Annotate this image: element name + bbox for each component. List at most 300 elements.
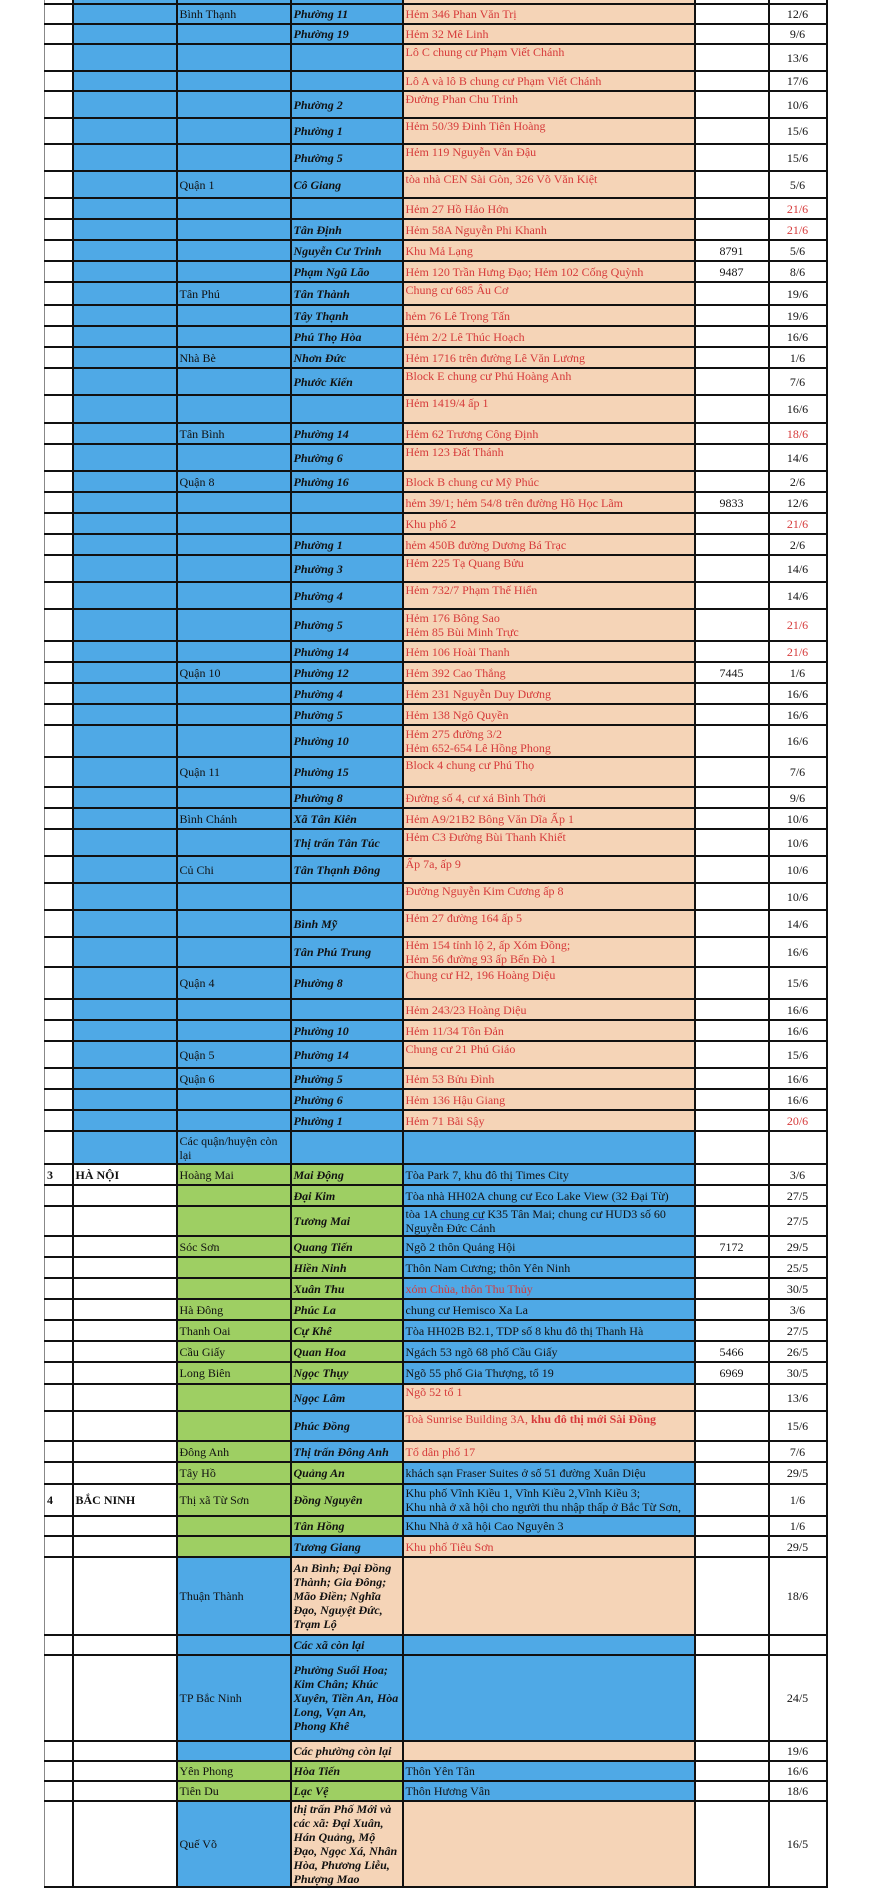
cell-province[interactable] xyxy=(73,787,177,808)
cell-address[interactable] xyxy=(403,4,695,24)
cell-date[interactable] xyxy=(769,1516,827,1536)
cell-ward[interactable] xyxy=(291,4,403,24)
cell-ward[interactable] xyxy=(291,999,403,1020)
cell-province[interactable] xyxy=(73,1041,177,1068)
cell-no[interactable] xyxy=(45,1020,73,1041)
cell-ward[interactable] xyxy=(291,1341,403,1362)
cell-code[interactable] xyxy=(695,999,769,1020)
cell-code[interactable] xyxy=(695,1299,769,1320)
cell-ward[interactable] xyxy=(291,305,403,326)
cell-code[interactable] xyxy=(695,1761,769,1781)
cell-district[interactable] xyxy=(177,1557,291,1635)
cell-no[interactable] xyxy=(45,395,73,423)
cell-province[interactable] xyxy=(73,44,177,71)
cell-province[interactable] xyxy=(73,910,177,937)
cell-code[interactable] xyxy=(695,829,769,856)
cell-province[interactable] xyxy=(73,1411,177,1441)
cell-no[interactable] xyxy=(45,368,73,395)
cell-district[interactable] xyxy=(177,395,291,423)
cell-address[interactable] xyxy=(403,171,695,198)
cell-district[interactable] xyxy=(177,492,291,513)
cell-province[interactable] xyxy=(73,1557,177,1635)
cell-date[interactable] xyxy=(769,395,827,423)
cell-district[interactable] xyxy=(177,1206,291,1236)
cell-code[interactable] xyxy=(695,118,769,144)
cell-no[interactable] xyxy=(45,704,73,725)
cell-code[interactable] xyxy=(695,198,769,219)
cell-date[interactable] xyxy=(769,1462,827,1484)
cell-ward[interactable] xyxy=(291,347,403,368)
cell-ward[interactable] xyxy=(291,534,403,555)
cell-no[interactable] xyxy=(45,555,73,582)
cell-province[interactable] xyxy=(73,261,177,282)
cell-date[interactable] xyxy=(769,1761,827,1781)
cell-address[interactable] xyxy=(403,395,695,423)
cell-district[interactable] xyxy=(177,1635,291,1655)
cell-address[interactable] xyxy=(403,757,695,787)
cell-date[interactable] xyxy=(769,641,827,662)
cell-no[interactable] xyxy=(45,1655,73,1741)
cell-address[interactable] xyxy=(403,555,695,582)
cell-no[interactable] xyxy=(45,757,73,787)
cell-ward[interactable] xyxy=(291,1635,403,1655)
cell-no[interactable] xyxy=(45,1320,73,1341)
cell-province[interactable] xyxy=(73,1278,177,1299)
cell-district[interactable] xyxy=(177,1516,291,1536)
cell-address[interactable] xyxy=(403,513,695,534)
cell-district[interactable] xyxy=(177,347,291,368)
cell-code[interactable] xyxy=(695,171,769,198)
cell-no[interactable] xyxy=(45,219,73,240)
cell-address[interactable] xyxy=(403,91,695,118)
cell-district[interactable] xyxy=(177,555,291,582)
cell-code[interactable] xyxy=(695,513,769,534)
cell-address[interactable] xyxy=(403,1257,695,1278)
cell-code[interactable] xyxy=(695,1536,769,1557)
cell-district[interactable] xyxy=(177,1441,291,1462)
cell-code[interactable] xyxy=(695,144,769,171)
cell-address[interactable] xyxy=(403,240,695,261)
cell-district[interactable] xyxy=(177,1536,291,1557)
cell-address[interactable] xyxy=(403,1557,695,1635)
cell-code[interactable] xyxy=(695,1110,769,1131)
cell-no[interactable] xyxy=(45,118,73,144)
cell-district[interactable] xyxy=(177,1801,291,1887)
cell-district[interactable] xyxy=(177,261,291,282)
cell-district[interactable] xyxy=(177,1341,291,1362)
cell-code[interactable] xyxy=(695,1411,769,1441)
cell-code[interactable] xyxy=(695,757,769,787)
cell-no[interactable] xyxy=(45,71,73,91)
cell-ward[interactable] xyxy=(291,1781,403,1801)
cell-ward[interactable] xyxy=(291,757,403,787)
cell-no[interactable] xyxy=(45,1484,73,1516)
cell-code[interactable] xyxy=(695,662,769,683)
cell-ward[interactable] xyxy=(291,704,403,725)
cell-district[interactable] xyxy=(177,282,291,305)
cell-ward[interactable] xyxy=(291,326,403,347)
cell-district[interactable] xyxy=(177,662,291,683)
cell-ward[interactable] xyxy=(291,1801,403,1887)
cell-ward[interactable] xyxy=(291,1206,403,1236)
cell-code[interactable] xyxy=(695,1164,769,1185)
cell-province[interactable] xyxy=(73,144,177,171)
cell-district[interactable] xyxy=(177,423,291,444)
cell-code[interactable] xyxy=(695,1635,769,1655)
cell-ward[interactable] xyxy=(291,1299,403,1320)
cell-district[interactable] xyxy=(177,1164,291,1185)
cell-ward[interactable] xyxy=(291,1068,403,1089)
cell-address[interactable] xyxy=(403,1320,695,1341)
cell-district[interactable] xyxy=(177,1320,291,1341)
cell-province[interactable] xyxy=(73,725,177,757)
cell-no[interactable] xyxy=(45,725,73,757)
cell-code[interactable] xyxy=(695,444,769,471)
cell-no[interactable] xyxy=(45,1761,73,1781)
cell-ward[interactable] xyxy=(291,683,403,704)
cell-province[interactable] xyxy=(73,582,177,609)
cell-province[interactable] xyxy=(73,1257,177,1278)
cell-date[interactable] xyxy=(769,1164,827,1185)
cell-no[interactable] xyxy=(45,240,73,261)
cell-no[interactable] xyxy=(45,787,73,808)
cell-province[interactable] xyxy=(73,171,177,198)
cell-code[interactable] xyxy=(695,326,769,347)
cell-code[interactable] xyxy=(695,1484,769,1516)
cell-date[interactable] xyxy=(769,1041,827,1068)
cell-province[interactable] xyxy=(73,1384,177,1411)
cell-code[interactable] xyxy=(695,534,769,555)
cell-ward[interactable] xyxy=(291,937,403,967)
cell-code[interactable] xyxy=(695,44,769,71)
cell-code[interactable] xyxy=(695,1320,769,1341)
cell-date[interactable] xyxy=(769,24,827,44)
cell-district[interactable] xyxy=(177,1185,291,1206)
cell-code[interactable] xyxy=(695,1341,769,1362)
cell-province[interactable] xyxy=(73,1781,177,1801)
cell-date[interactable] xyxy=(769,609,827,641)
cell-district[interactable] xyxy=(177,118,291,144)
cell-ward[interactable] xyxy=(291,1441,403,1462)
cell-code[interactable] xyxy=(695,1257,769,1278)
cell-ward[interactable] xyxy=(291,1089,403,1110)
cell-date[interactable] xyxy=(769,240,827,261)
cell-code[interactable] xyxy=(695,856,769,883)
cell-district[interactable] xyxy=(177,1110,291,1131)
cell-address[interactable] xyxy=(403,1236,695,1257)
cell-district[interactable] xyxy=(177,1257,291,1278)
cell-province[interactable] xyxy=(73,1020,177,1041)
cell-province[interactable] xyxy=(73,219,177,240)
cell-province[interactable] xyxy=(73,609,177,641)
cell-district[interactable] xyxy=(177,91,291,118)
cell-province[interactable] xyxy=(73,683,177,704)
cell-code[interactable] xyxy=(695,582,769,609)
cell-no[interactable] xyxy=(45,91,73,118)
cell-no[interactable] xyxy=(45,1536,73,1557)
cell-ward[interactable] xyxy=(291,198,403,219)
cell-ward[interactable] xyxy=(291,609,403,641)
cell-no[interactable] xyxy=(45,326,73,347)
cell-no[interactable] xyxy=(45,1236,73,1257)
cell-code[interactable] xyxy=(695,1068,769,1089)
cell-ward[interactable] xyxy=(291,240,403,261)
cell-code[interactable] xyxy=(695,1462,769,1484)
cell-date[interactable] xyxy=(769,1384,827,1411)
cell-address[interactable] xyxy=(403,582,695,609)
cell-address[interactable] xyxy=(403,1299,695,1320)
cell-ward[interactable] xyxy=(291,641,403,662)
cell-ward[interactable] xyxy=(291,471,403,492)
cell-date[interactable] xyxy=(769,1131,827,1164)
cell-no[interactable] xyxy=(45,1441,73,1462)
cell-date[interactable] xyxy=(769,471,827,492)
cell-province[interactable] xyxy=(73,883,177,910)
cell-code[interactable] xyxy=(695,4,769,24)
cell-no[interactable] xyxy=(45,1185,73,1206)
cell-no[interactable] xyxy=(45,4,73,24)
cell-ward[interactable] xyxy=(291,1384,403,1411)
cell-address[interactable] xyxy=(403,1516,695,1536)
cell-district[interactable] xyxy=(177,856,291,883)
cell-district[interactable] xyxy=(177,999,291,1020)
cell-address[interactable] xyxy=(403,1110,695,1131)
cell-address[interactable] xyxy=(403,1278,695,1299)
cell-no[interactable] xyxy=(45,144,73,171)
cell-province[interactable] xyxy=(73,368,177,395)
cell-province[interactable] xyxy=(73,534,177,555)
cell-address[interactable] xyxy=(403,910,695,937)
cell-district[interactable] xyxy=(177,171,291,198)
cell-province[interactable] xyxy=(73,704,177,725)
cell-no[interactable] xyxy=(45,999,73,1020)
cell-code[interactable] xyxy=(695,704,769,725)
cell-no[interactable] xyxy=(45,423,73,444)
cell-district[interactable] xyxy=(177,829,291,856)
cell-code[interactable] xyxy=(695,787,769,808)
cell-date[interactable] xyxy=(769,534,827,555)
cell-code[interactable] xyxy=(695,282,769,305)
cell-district[interactable] xyxy=(177,1299,291,1320)
cell-district[interactable] xyxy=(177,4,291,24)
cell-address[interactable] xyxy=(403,883,695,910)
cell-no[interactable] xyxy=(45,261,73,282)
cell-date[interactable] xyxy=(769,1801,827,1887)
cell-province[interactable] xyxy=(73,808,177,829)
cell-address[interactable] xyxy=(403,967,695,999)
cell-province[interactable] xyxy=(73,757,177,787)
cell-address[interactable] xyxy=(403,808,695,829)
cell-ward[interactable] xyxy=(291,1761,403,1781)
cell-date[interactable] xyxy=(769,118,827,144)
cell-address[interactable] xyxy=(403,1068,695,1089)
cell-district[interactable] xyxy=(177,1089,291,1110)
cell-no[interactable] xyxy=(45,305,73,326)
cell-date[interactable] xyxy=(769,1341,827,1362)
cell-no[interactable] xyxy=(45,1341,73,1362)
cell-address[interactable] xyxy=(403,118,695,144)
cell-address[interactable] xyxy=(403,725,695,757)
cell-province[interactable] xyxy=(73,856,177,883)
cell-address[interactable] xyxy=(403,1441,695,1462)
cell-no[interactable] xyxy=(45,1110,73,1131)
cell-no[interactable] xyxy=(45,967,73,999)
cell-ward[interactable] xyxy=(291,444,403,471)
cell-code[interactable] xyxy=(695,967,769,999)
cell-date[interactable] xyxy=(769,219,827,240)
cell-address[interactable] xyxy=(403,1020,695,1041)
cell-province[interactable] xyxy=(73,1341,177,1362)
cell-province[interactable] xyxy=(73,1362,177,1384)
cell-district[interactable] xyxy=(177,883,291,910)
cell-district[interactable] xyxy=(177,368,291,395)
cell-address[interactable] xyxy=(403,829,695,856)
cell-address[interactable] xyxy=(403,1089,695,1110)
cell-code[interactable] xyxy=(695,910,769,937)
cell-district[interactable] xyxy=(177,198,291,219)
cell-province[interactable] xyxy=(73,1761,177,1781)
cell-ward[interactable] xyxy=(291,1462,403,1484)
cell-date[interactable] xyxy=(769,1257,827,1278)
cell-code[interactable] xyxy=(695,240,769,261)
cell-district[interactable] xyxy=(177,444,291,471)
cell-district[interactable] xyxy=(177,1278,291,1299)
cell-province[interactable] xyxy=(73,24,177,44)
cell-province[interactable] xyxy=(73,91,177,118)
cell-no[interactable] xyxy=(45,1781,73,1801)
cell-date[interactable] xyxy=(769,1206,827,1236)
cell-ward[interactable] xyxy=(291,1536,403,1557)
cell-no[interactable] xyxy=(45,910,73,937)
cell-province[interactable] xyxy=(73,1635,177,1655)
cell-province[interactable] xyxy=(73,1441,177,1462)
cell-province[interactable] xyxy=(73,1089,177,1110)
cell-province[interactable] xyxy=(73,937,177,967)
cell-no[interactable] xyxy=(45,683,73,704)
cell-province[interactable] xyxy=(73,1320,177,1341)
cell-date[interactable] xyxy=(769,1441,827,1462)
cell-date[interactable] xyxy=(769,282,827,305)
cell-province[interactable] xyxy=(73,492,177,513)
cell-date[interactable] xyxy=(769,261,827,282)
cell-address[interactable] xyxy=(403,492,695,513)
cell-no[interactable] xyxy=(45,1635,73,1655)
cell-code[interactable] xyxy=(695,1131,769,1164)
cell-province[interactable] xyxy=(73,1110,177,1131)
cell-no[interactable] xyxy=(45,492,73,513)
cell-no[interactable] xyxy=(45,171,73,198)
cell-address[interactable] xyxy=(403,326,695,347)
cell-date[interactable] xyxy=(769,91,827,118)
cell-district[interactable] xyxy=(177,1761,291,1781)
cell-address[interactable] xyxy=(403,1341,695,1362)
cell-address[interactable] xyxy=(403,1761,695,1781)
cell-code[interactable] xyxy=(695,1278,769,1299)
cell-date[interactable] xyxy=(769,808,827,829)
cell-date[interactable] xyxy=(769,999,827,1020)
cell-ward[interactable] xyxy=(291,1185,403,1206)
cell-address[interactable] xyxy=(403,44,695,71)
cell-code[interactable] xyxy=(695,261,769,282)
cell-address[interactable] xyxy=(403,609,695,641)
cell-district[interactable] xyxy=(177,1236,291,1257)
cell-ward[interactable] xyxy=(291,1655,403,1741)
cell-ward[interactable] xyxy=(291,171,403,198)
cell-no[interactable] xyxy=(45,856,73,883)
cell-district[interactable] xyxy=(177,326,291,347)
cell-province[interactable] xyxy=(73,1536,177,1557)
cell-ward[interactable] xyxy=(291,1236,403,1257)
cell-code[interactable] xyxy=(695,1041,769,1068)
cell-address[interactable] xyxy=(403,1781,695,1801)
cell-address[interactable] xyxy=(403,662,695,683)
cell-district[interactable] xyxy=(177,1741,291,1761)
cell-no[interactable] xyxy=(45,444,73,471)
cell-province[interactable] xyxy=(73,1068,177,1089)
cell-address[interactable] xyxy=(403,444,695,471)
cell-no[interactable] xyxy=(45,829,73,856)
cell-address[interactable] xyxy=(403,471,695,492)
cell-date[interactable] xyxy=(769,1362,827,1384)
cell-ward[interactable] xyxy=(291,118,403,144)
cell-district[interactable] xyxy=(177,219,291,240)
cell-province[interactable] xyxy=(73,1655,177,1741)
cell-date[interactable] xyxy=(769,937,827,967)
cell-ward[interactable] xyxy=(291,219,403,240)
cell-province[interactable] xyxy=(73,999,177,1020)
cell-address[interactable] xyxy=(403,787,695,808)
cell-ward[interactable] xyxy=(291,856,403,883)
cell-province[interactable] xyxy=(73,1299,177,1320)
cell-date[interactable] xyxy=(769,1320,827,1341)
cell-date[interactable] xyxy=(769,757,827,787)
cell-ward[interactable] xyxy=(291,282,403,305)
cell-province[interactable] xyxy=(73,1741,177,1761)
cell-code[interactable] xyxy=(695,1020,769,1041)
cell-ward[interactable] xyxy=(291,513,403,534)
cell-address[interactable] xyxy=(403,1185,695,1206)
cell-address[interactable] xyxy=(403,423,695,444)
cell-code[interactable] xyxy=(695,492,769,513)
cell-date[interactable] xyxy=(769,347,827,368)
cell-code[interactable] xyxy=(695,937,769,967)
cell-date[interactable] xyxy=(769,582,827,609)
cell-province[interactable] xyxy=(73,1516,177,1536)
cell-ward[interactable] xyxy=(291,261,403,282)
cell-province[interactable] xyxy=(73,1131,177,1164)
cell-province[interactable] xyxy=(73,198,177,219)
cell-address[interactable] xyxy=(403,534,695,555)
cell-province[interactable] xyxy=(73,555,177,582)
cell-date[interactable] xyxy=(769,492,827,513)
cell-no[interactable] xyxy=(45,662,73,683)
cell-code[interactable] xyxy=(695,683,769,704)
cell-ward[interactable] xyxy=(291,582,403,609)
cell-province[interactable] xyxy=(73,1164,177,1185)
cell-district[interactable] xyxy=(177,582,291,609)
cell-address[interactable] xyxy=(403,1536,695,1557)
cell-date[interactable] xyxy=(769,1236,827,1257)
cell-no[interactable] xyxy=(45,282,73,305)
cell-no[interactable] xyxy=(45,44,73,71)
cell-ward[interactable] xyxy=(291,1411,403,1441)
cell-district[interactable] xyxy=(177,910,291,937)
cell-province[interactable] xyxy=(73,326,177,347)
cell-ward[interactable] xyxy=(291,1164,403,1185)
cell-ward[interactable] xyxy=(291,91,403,118)
cell-province[interactable] xyxy=(73,641,177,662)
cell-address[interactable] xyxy=(403,937,695,967)
